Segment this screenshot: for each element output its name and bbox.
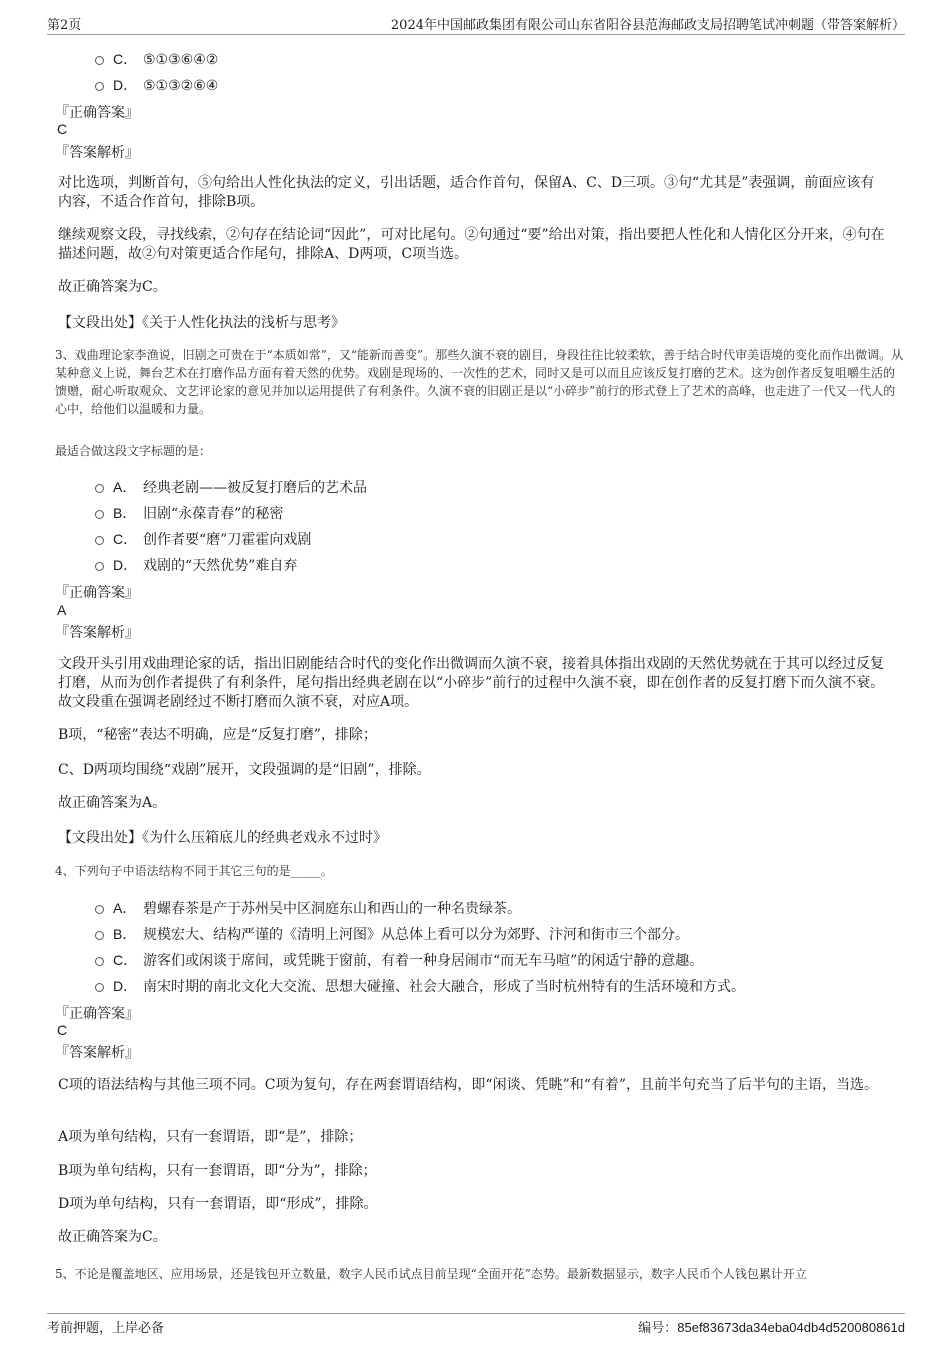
option-d[interactable]: D． 南宋时期的南北文化大交流、思想大碰撞、社会大融合，形成了当时杭州特有的生活环境和方式。: [95, 976, 745, 996]
analysis-paragraph: 故正确答案为A。: [58, 795, 167, 811]
analysis-paragraph: 继续观察文段，寻找线索，②句存在结论词“因此”，可对比尾句。②句通过“要”给出对策，指出要把人性化和人情化区分开来，④句在描述问题，故②句对策更适合作尾句，排除A、D两项，C项当选。: [58, 227, 885, 262]
radio-icon[interactable]: [95, 983, 104, 992]
radio-icon[interactable]: [95, 931, 104, 940]
question-prompt: 最适合做这段文字标题的是：: [55, 444, 212, 458]
radio-icon[interactable]: [95, 957, 104, 966]
document-code: 编号：85ef83673da34eba04db4d520080861d: [638, 1320, 905, 1336]
page-header: [47, 12, 905, 35]
answer-value: C: [57, 1022, 68, 1038]
option-b[interactable]: B． 规模宏大、结构严谨的《清明上河图》从总体上看可以分为郊野、汴河和街市三个部分。: [95, 924, 689, 944]
question-stem: 4、下列句子中语法结构不同于其它三句的是_____。: [55, 864, 333, 878]
analysis-paragraph: B项为单句结构，只有一套谓语，即“分为”，排除；: [58, 1163, 377, 1179]
question-stem: 3、戏曲理论家李渔说，旧剧之可贵在于“本质如常”，又“能新而善变”。那些久演不衰的剧目，身段往往比较柔软，善于结合时代审美语境的变化而作出微调。从某种意义上说，舞台艺术在打磨作品方面有着天然的优势。戏剧是现场的、一次性的艺术，同时又是可以而且应该反复打磨的艺术。这为创作者反复咀嚼生活的馈赠，耐心听取观众、文艺评论家的意见并加以运用提供了有利条件。久演不衰的旧剧正是以“小碎步”前行的形式登上了艺术的高峰，也走进了一代又一代人的心中，给他们以温暖和力量。: [55, 348, 904, 416]
analysis-paragraph: D项为单句结构，只有一套谓语，即“形成”，排除。: [58, 1196, 378, 1212]
radio-icon[interactable]: [95, 536, 104, 545]
radio-icon[interactable]: [95, 82, 104, 91]
source-citation: 【文段出处】《关于人性化执法的浅析与思考》: [58, 315, 345, 331]
answer-label: 『正确答案』: [55, 585, 139, 601]
option-a[interactable]: A． 碧螺春茶是产于苏州吴中区洞庭东山和西山的一种名贵绿茶。: [95, 898, 521, 918]
option-b[interactable]: B． 旧剧“永葆青春”的秘密: [95, 503, 283, 523]
option-d[interactable]: D． 戏剧的“天然优势”难自弃: [95, 555, 297, 575]
question-stem: 5、不论是覆盖地区、应用场景，还是钱包开立数量，数字人民币试点目前呈现“全面开花”态势。最新数据显示，数字人民币个人钱包累计开立: [55, 1267, 807, 1281]
radio-icon[interactable]: [95, 510, 104, 519]
radio-icon[interactable]: [95, 905, 104, 914]
page-footer: [47, 1313, 905, 1334]
answer-label: 『正确答案』: [55, 1006, 139, 1022]
radio-icon[interactable]: [95, 484, 104, 493]
footer-slogan: 考前押题，上岸必备: [47, 1321, 165, 1336]
analysis-paragraph: 故正确答案为C。: [58, 279, 167, 295]
analysis-label: 『答案解析』: [55, 625, 139, 641]
source-citation: 【文段出处】《为什么压箱底儿的经典老戏永不过时》: [58, 830, 387, 846]
analysis-paragraph: 故正确答案为C。: [58, 1229, 167, 1245]
page-number: 第2页: [47, 18, 82, 33]
answer-value: C: [57, 121, 68, 137]
radio-icon[interactable]: [95, 56, 104, 65]
analysis-paragraph: 对比选项，判断首句，⑤句给出人性化执法的定义，引出话题，适合作首句，保留A、C、D三项。③句“尤其是”表强调，前面应该有内容，不适合作首句，排除B项。: [58, 175, 875, 210]
option-c[interactable]: C． 游客们或闲谈于席间，或凭眺于窗前，有着一种身居闹市“而无车马喧”的闲适宁静的意趣。: [95, 950, 703, 970]
analysis-paragraph: C项的语法结构与其他三项不同。C项为复句，存在两套谓语结构，即“闲谈、凭眺”和“有着”，且前半句充当了后半句的主语，当选。: [58, 1077, 879, 1093]
option-d[interactable]: D． ⑤①③②⑥④: [95, 75, 218, 95]
document-title: 2024年中国邮政集团有限公司山东省阳谷县范海邮政支局招聘笔试冲刺题（带答案解析）: [390, 18, 905, 33]
answer-value: A: [57, 602, 67, 618]
analysis-paragraph: B项，“秘密”表达不明确，应是“反复打磨”，排除；: [58, 727, 377, 743]
radio-icon[interactable]: [95, 562, 104, 571]
analysis-label: 『答案解析』: [55, 1045, 139, 1061]
analysis-paragraph: A项为单句结构，只有一套谓语，即“是”，排除；: [58, 1129, 363, 1145]
option-a[interactable]: A． 经典老剧——被反复打磨后的艺术品: [95, 477, 367, 497]
answer-label: 『正确答案』: [55, 105, 139, 121]
option-c[interactable]: C． ⑤①③⑥④②: [95, 49, 218, 69]
analysis-paragraph: 文段开头引用戏曲理论家的话，指出旧剧能结合时代的变化作出微调而久演不衰，接着具体指出戏剧的天然优势就在于其可以经过反复打磨，从而为创作者提供了有利条件，尾句指出经典老剧在以“小碎步”前行的过程中久演不衰，即在创作者的反复打磨下而久演不衰。故文段重在强调老剧经过不断打磨而久演不衰，对应A项。: [58, 656, 885, 710]
option-c[interactable]: C． 创作者要“磨”刀霍霍向戏剧: [95, 529, 311, 549]
analysis-label: 『答案解析』: [55, 145, 139, 161]
analysis-paragraph: C、D两项均围绕“戏剧”展开，文段强调的是“旧剧”，排除。: [58, 762, 431, 778]
